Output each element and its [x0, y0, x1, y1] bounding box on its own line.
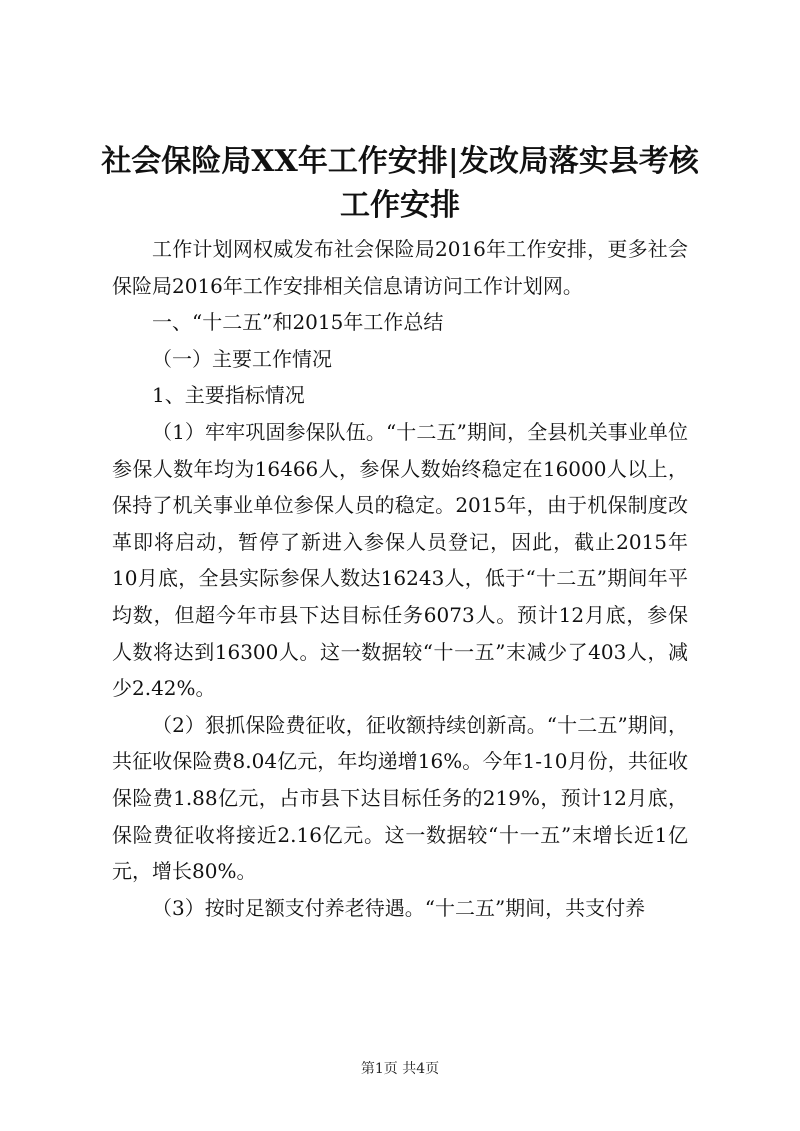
- document-title: [100, 140, 700, 228]
- document-body: [112, 231, 688, 926]
- intro-paragraph: 工作计划网权威发布社会保险局2016年工作安排，更多社会保险局2016年工作安排相关信息请访问工作计划网。: [112, 237, 688, 298]
- title-line-2: 工作安排: [340, 188, 460, 223]
- page-footer: 第1页 共4页: [360, 1061, 440, 1077]
- section-heading: 一、“十二五”和2015年工作总结: [152, 310, 444, 335]
- subsection-heading: （一）主要工作情况: [152, 346, 332, 371]
- paragraph-item-3: （3）按时足额支付养老待遇。“十二五”期间，共支付养: [152, 895, 646, 920]
- item-heading: 1、主要指标情况: [152, 383, 305, 408]
- paragraph-item-1: （1）牢牢巩固参保队伍。“十二五”期间，全县机关事业单位参保人数年均为16466人，参保人数始终稳定在16000人以上，保持了机关事业单位参保人员的稳定。2015年，由于机保制度改革即将启动，暂停了新进入参保人员登记，因此，截止2015年10月底，全县实际参保人数达16243人，低于“十二五”期间年平均数，但超今年市县下达目标任务6073人。预计12月底，参保人数将达到16300人。这一数据较“十一五”末减少了403人，减少2.42%。: [112, 419, 688, 701]
- title-line-1: 社会保险局XX年工作安排|发改局落实县考核: [101, 144, 699, 179]
- paragraph-item-2: （2）狠抓保险费征收，征收额持续创新高。“十二五”期间，共征收保险费8.04亿元，年均递增16%。今年1-10月份，共征收保险费1.88亿元，占市县下达目标任务的219%，预计12月底，保险费征收将接近2.16亿元。这一数据较“十一五”末增长近1亿元，增长80%。: [112, 712, 688, 884]
